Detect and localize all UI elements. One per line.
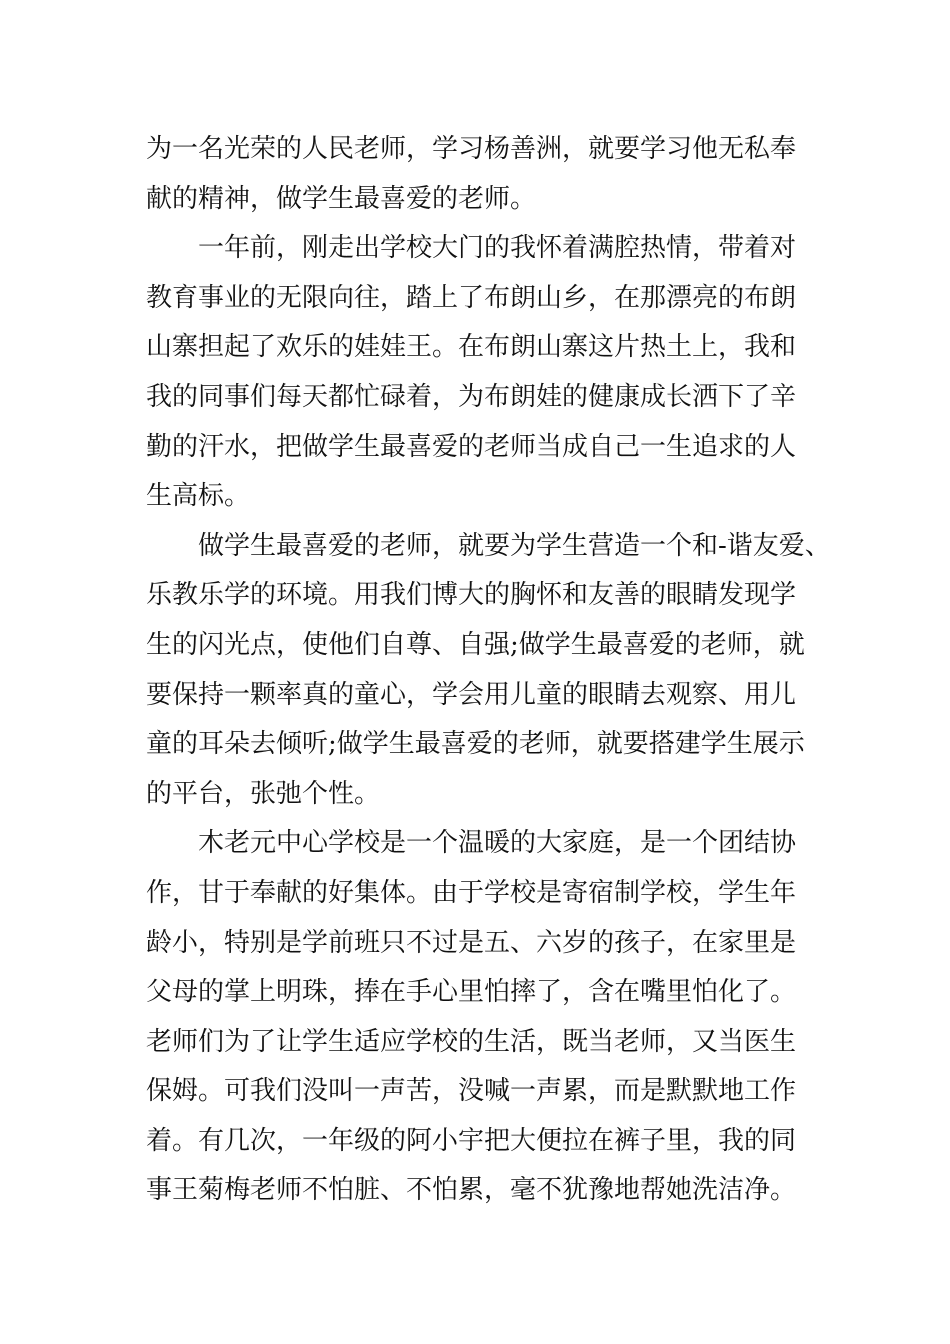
- text-line: 生高标。: [146, 481, 251, 512]
- text-line: 的平台，张弛个性。: [146, 778, 381, 809]
- text-line: 事王菊梅老师不怕脏、不怕累，毫不犹豫地帮她洗洁净。: [146, 1175, 797, 1206]
- text-line: 童的耳朵去倾听;做学生最喜爱的老师，就要搭建学生展示: [146, 729, 805, 760]
- text-line: 木老元中心学校是一个温暖的大家庭，是一个团结协: [198, 828, 797, 859]
- text-line: 要保持一颗率真的童心，学会用儿童的眼睛去观察、用儿: [146, 679, 797, 710]
- text-line: 父母的掌上明珠，捧在手心里怕摔了，含在嘴里怕化了。: [146, 977, 797, 1008]
- text-line: 保姆。可我们没叫一声苦，没喊一声累，而是默默地工作: [146, 1076, 797, 1107]
- text-line: 勤的汗水，把做学生最喜爱的老师当成自己一生追求的人: [146, 431, 797, 462]
- text-line: 一年前，刚走出学校大门的我怀着满腔热情，带着对: [198, 233, 797, 264]
- text-line: 我的同事们每天都忙碌着，为布朗娃的健康成长洒下了辛: [146, 381, 797, 412]
- text-line: 作，甘于奉献的好集体。由于学校是寄宿制学校，学生年: [146, 877, 797, 908]
- text-line: 献的精神，做学生最喜爱的老师。: [146, 183, 537, 214]
- text-line: 教育事业的无限向往，踏上了布朗山乡，在那漂亮的布朗: [146, 282, 797, 313]
- text-line: 做学生最喜爱的老师，就要为学生营造一个和-谐友爱、: [198, 530, 831, 561]
- text-line: 着。有几次，一年级的阿小宇把大便拉在裤子里，我的同: [146, 1125, 797, 1156]
- text-line: 生的闪光点，使他们自尊、自强;做学生最喜爱的老师，就: [146, 629, 805, 660]
- text-line: 为一名光荣的人民老师，学习杨善洲，就要学习他无私奉: [146, 134, 797, 164]
- text-line: 龄小，特别是学前班只不过是五、六岁的孩子，在家里是: [146, 927, 797, 958]
- text-line: 老师们为了让学生适应学校的生活，既当老师，又当医生: [146, 1026, 797, 1057]
- text-line: 乐教乐学的环境。用我们博大的胸怀和友善的眼睛发现学: [146, 580, 797, 611]
- body-text: [146, 125, 831, 1216]
- text-line: 山寨担起了欢乐的娃娃王。在布朗山寨这片热土上，我和: [146, 332, 797, 363]
